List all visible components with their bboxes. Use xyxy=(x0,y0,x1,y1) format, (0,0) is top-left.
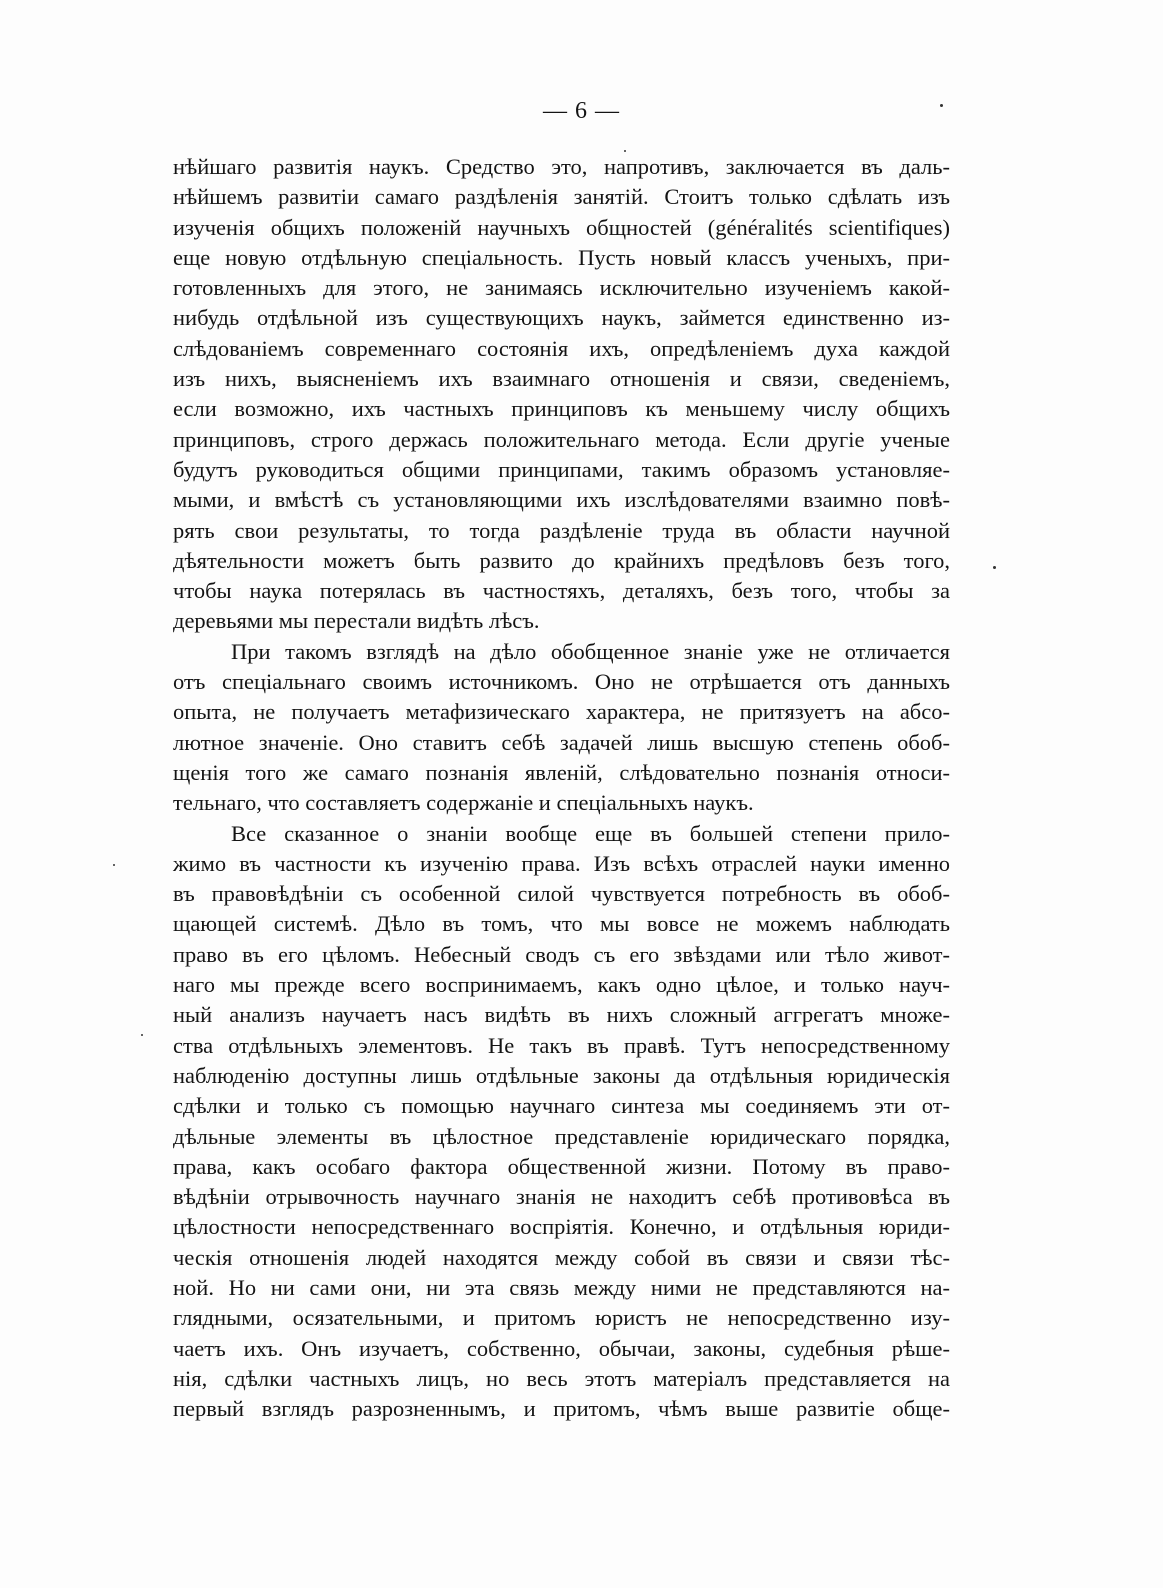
text-line: еще новую отдѣльную спеціальность. Пусть новый классъ ученыхъ, при- xyxy=(173,244,950,270)
body-text xyxy=(173,152,950,1424)
text-line: мыми, и вмѣстѣ съ установляющими ихъ изслѣдователями взаимно повѣ- xyxy=(173,487,950,513)
text-line: нія, сдѣлки частныхъ лицъ, но весь этотъ матеріалъ представляется на xyxy=(173,1365,950,1391)
text-line: щенія того же самаго познанія явленій, слѣдовательно познанія относи- xyxy=(173,759,950,785)
text-line: права, какъ особаго фактора общественной жизни. Потому въ право- xyxy=(173,1153,950,1179)
text-line: нибудь отдѣльной изъ существующихъ наукъ, займется единственно из- xyxy=(173,305,950,331)
text-line: вѣдѣніи отрывочность научнаго знанія не находитъ себѣ противовѣса въ xyxy=(173,1184,950,1210)
text-line: принциповъ, строго держась положительнаго метода. Если другіе ученые xyxy=(173,426,950,452)
text-line: нѣйшаго развитія наукъ. Средство это, напротивъ, заключается въ даль- xyxy=(173,154,950,179)
text-line: чтобы наука потерялась въ частностяхъ, деталяхъ, безъ того, чтобы за xyxy=(173,578,950,604)
text-line: изученія общихъ положеній научныхъ общностей (généralités scientifiques) xyxy=(173,214,950,240)
text-line: готовленныхъ для этого, не занимаясь исключительно изученіемъ какой- xyxy=(173,275,950,301)
text-line: дѣльные элементы въ цѣлостное представленіе юридическаго порядка, xyxy=(173,1123,950,1149)
scan-speck xyxy=(993,566,996,569)
text-line: чаетъ ихъ. Онъ изучаетъ, собственно, обычаи, законы, судебныя рѣше- xyxy=(173,1335,950,1361)
paragraph-first-line: Все сказанное о знаніи вообще еще въ большей степени прило- xyxy=(231,820,950,846)
text-line: нѣйшемъ развитіи самаго раздѣленія занятій. Стоитъ только сдѣлать изъ xyxy=(173,184,950,210)
text-line: дѣятельности можетъ быть развито до крайнихъ предѣловъ безъ того, xyxy=(173,547,950,573)
text-line: ный анализъ научаетъ насъ видѣть въ нихъ сложный аггрегатъ множе- xyxy=(173,1002,950,1028)
text-line: будутъ руководиться общими принципами, такимъ образомъ установляе- xyxy=(173,456,950,482)
text-line: ства отдѣльныхъ элементовъ. Не такъ въ правѣ. Тутъ непосредственному xyxy=(173,1032,950,1058)
scan-speck xyxy=(141,1034,143,1036)
text-line: изъ нихъ, выясненіемъ ихъ взаимнаго отношенія и связи, сведеніемъ, xyxy=(173,366,950,392)
text-line: первый взглядъ разрозненнымъ, и притомъ, чѣмъ выше развитіе обще- xyxy=(173,1396,950,1422)
paragraph-first-line: При такомъ взглядѣ на дѣло обобщенное знаніе уже не отличается xyxy=(231,638,950,664)
text-line: наго мы прежде всего воспринимаемъ, какъ одно цѣлое, и только науч- xyxy=(173,972,950,998)
scan-speck xyxy=(940,104,943,107)
text-line: щающей системѣ. Дѣло въ томъ, что мы вовсе не можемъ наблюдать xyxy=(173,911,950,937)
text-line: отъ спеціальнаго своимъ источникомъ. Оно не отрѣшается отъ данныхъ xyxy=(173,669,950,695)
text-line: деревьями мы перестали видѣть лѣсъ. xyxy=(173,608,540,634)
scan-speck xyxy=(113,864,115,866)
text-line: въ правовѣдѣніи съ особенной силой чувствуется потребность въ обоб- xyxy=(173,881,950,907)
text-line: лютное значеніе. Оно ставитъ себѣ задачей лишь высшую степень обоб- xyxy=(173,729,950,755)
page-number: — 6 — xyxy=(543,98,620,124)
text-line: слѣдованіемъ современнаго состоянія ихъ, опредѣленіемъ духа каждой xyxy=(173,335,950,361)
text-line: жимо въ частности къ изученію права. Изъ всѣхъ отраслей науки именно xyxy=(173,850,950,876)
text-line: тельнаго, что составляетъ содержаніе и спеціальныхъ наукъ. xyxy=(173,790,754,816)
text-line: глядными, осязательными, и притомъ юристъ не непосредственно изу- xyxy=(173,1305,950,1331)
text-line: сдѣлки и только съ помощью научнаго синтеза мы соединяемъ эти от- xyxy=(173,1093,950,1119)
text-line: цѣлостности непосредственнаго воспріятія. Конечно, и отдѣльныя юриди- xyxy=(173,1214,950,1240)
text-line: ческія отношенія людей находятся между собой въ связи и связи тѣс- xyxy=(173,1244,950,1270)
text-line: наблюденію доступны лишь отдѣльные законы да отдѣльныя юридическія xyxy=(173,1062,950,1088)
text-line: рять свои результаты, то тогда раздѣленіе труда въ области научной xyxy=(173,517,950,543)
text-line: ной. Но ни сами они, ни эта связь между ними не представляются на- xyxy=(173,1274,950,1300)
text-line: опыта, не получаетъ метафизическаго характера, не притязуетъ на абсо- xyxy=(173,699,950,725)
text-line: если возможно, ихъ частныхъ принциповъ къ меньшему числу общихъ xyxy=(173,396,950,422)
text-line: право въ его цѣломъ. Небесный сводъ съ его звѣздами или тѣло живот- xyxy=(173,941,950,967)
scan-speck xyxy=(624,150,626,152)
